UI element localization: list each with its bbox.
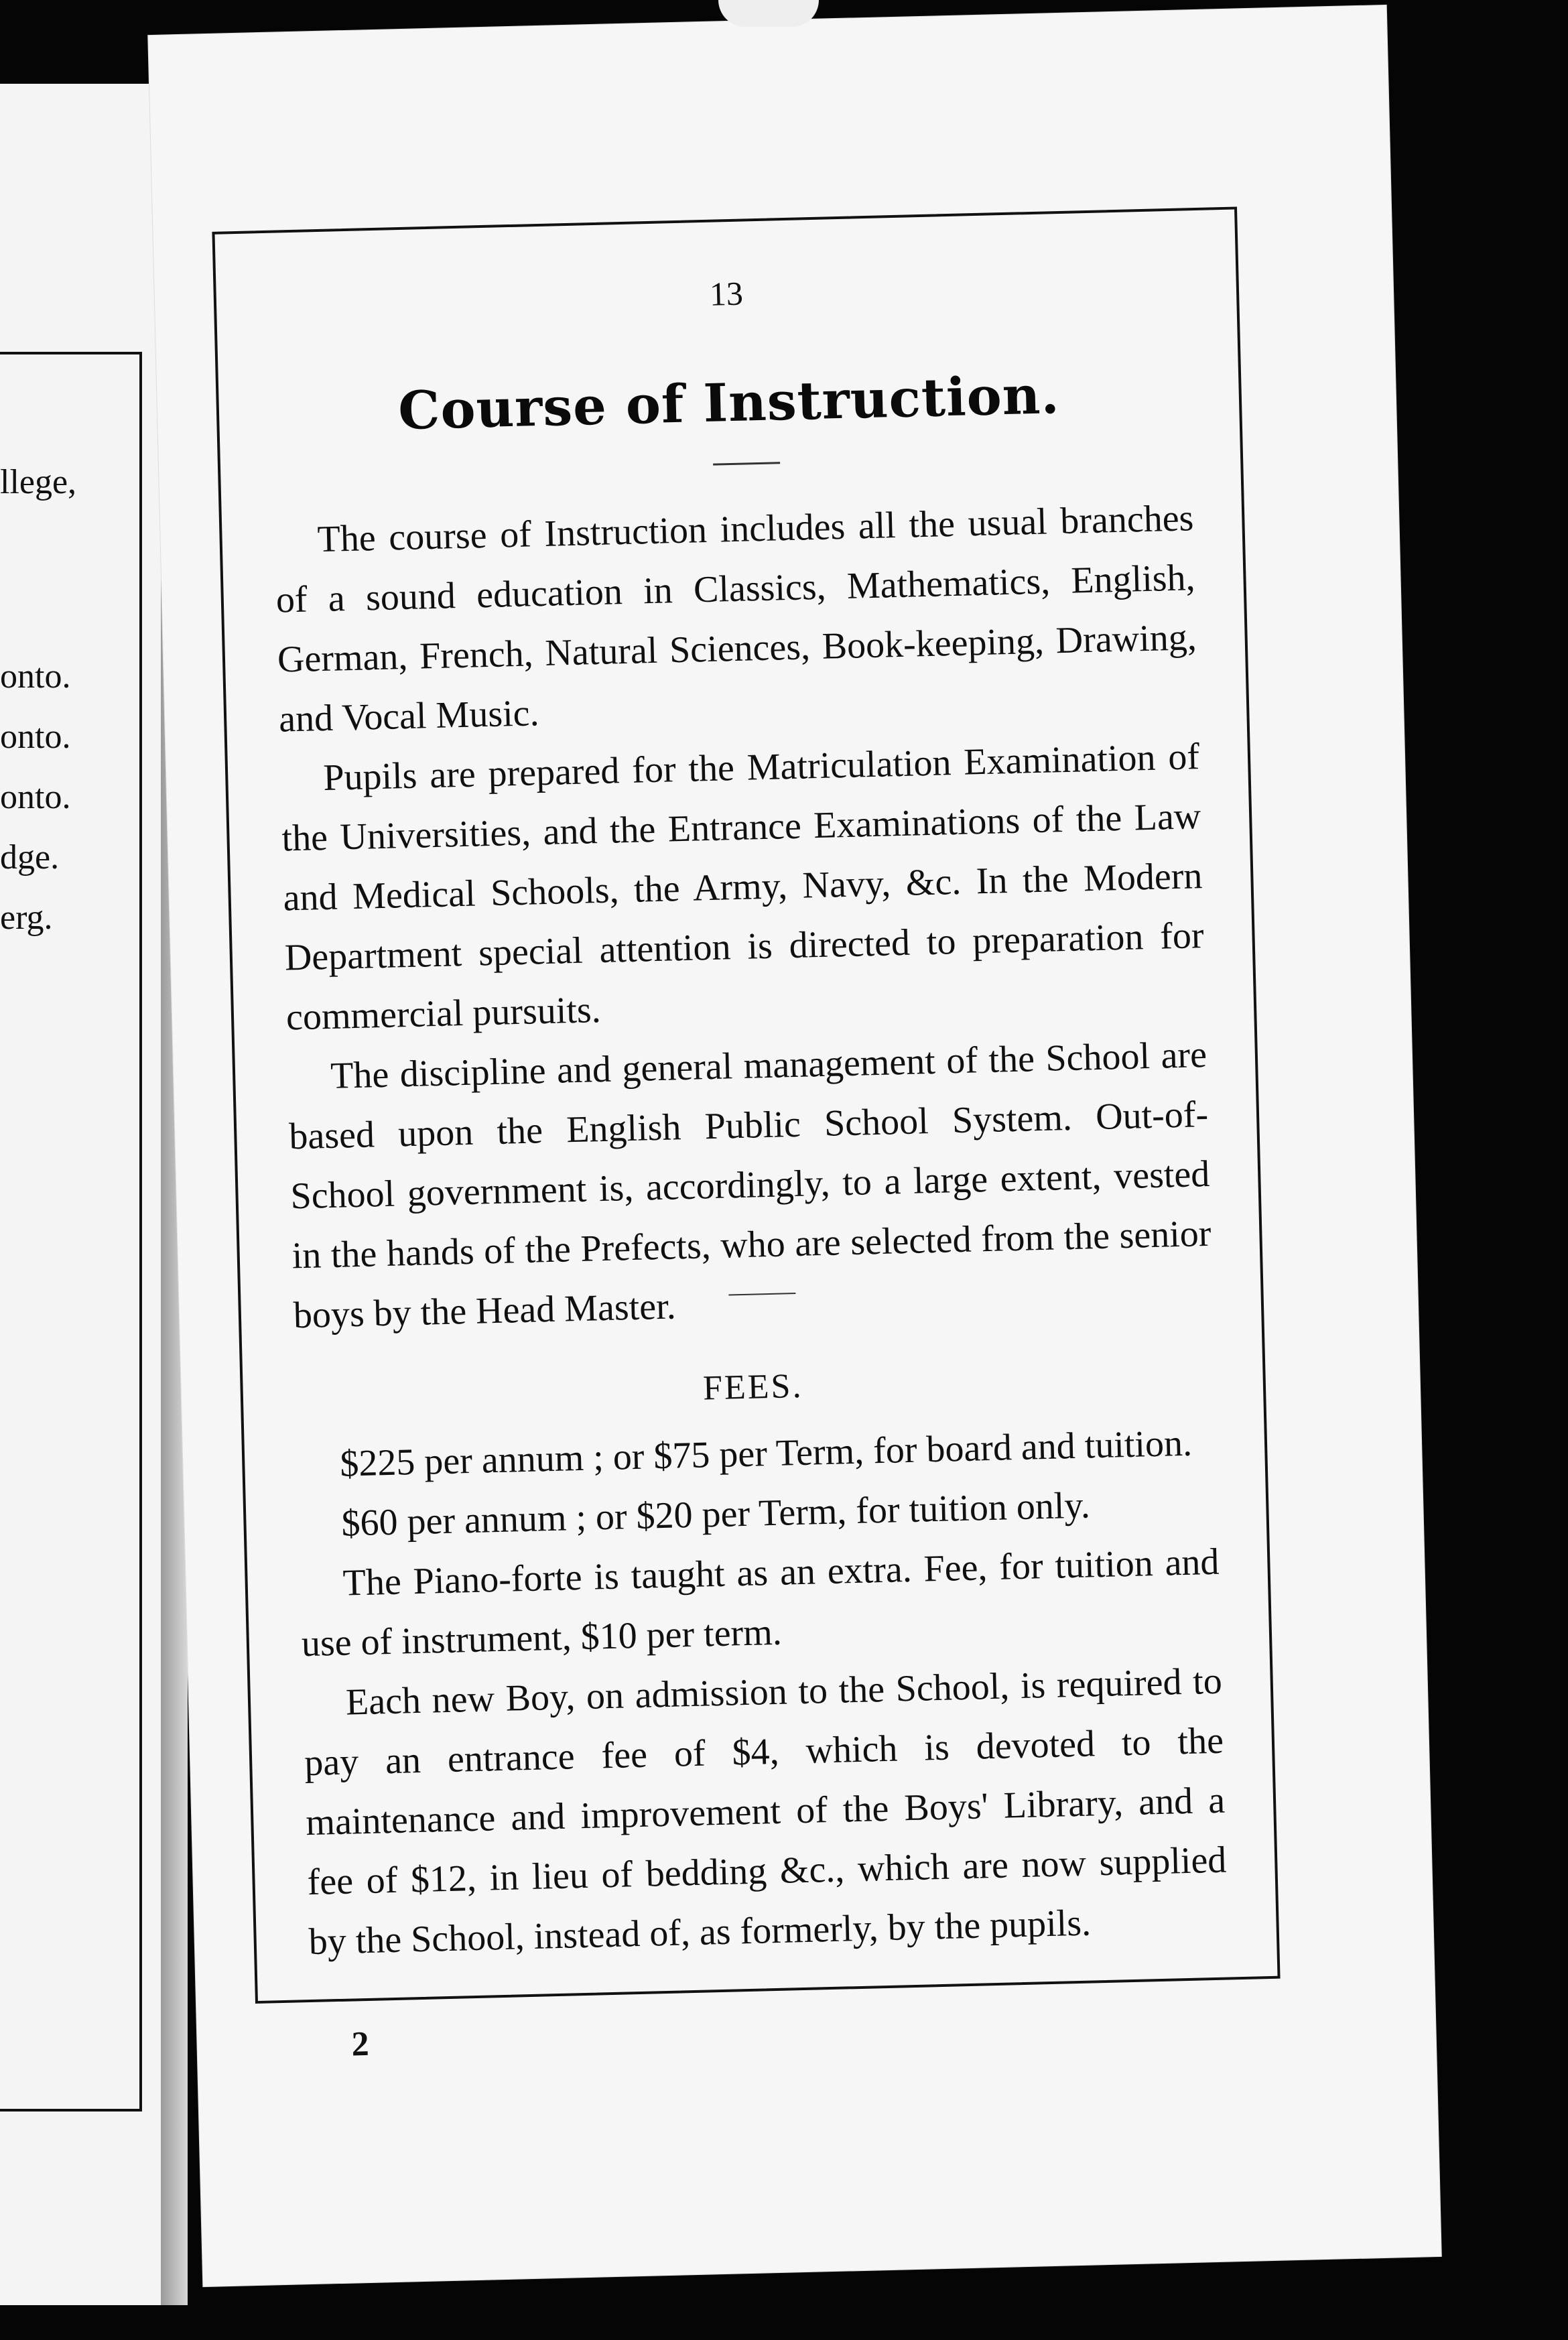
left-page-fragment: dge.: [0, 838, 60, 876]
left-page-fragment: onto.: [0, 778, 71, 816]
fees-paragraph: Each new Boy, on admission to the School, is required to pay an entrance fee of $4, which is devoted to the maintenance and improvement of the Boys' Library, and a fee of $12, in lieu of bedding &c., which are now supplied by the School, instead of, as formerly, by the pupils.: [304, 1660, 1227, 1963]
left-page-fragment: llege,: [0, 463, 77, 501]
fees-paragraph: $225 per annum ; or $75 per Term, for board and tuition.: [339, 1422, 1193, 1485]
left-page: [0, 84, 161, 2305]
left-page-fragment: onto.: [0, 657, 71, 696]
title-rule: [713, 462, 780, 465]
course-section: [274, 489, 1214, 1346]
main-page: [148, 5, 1441, 2286]
left-page-fragment: erg.: [0, 899, 53, 937]
page-number: 13: [709, 274, 744, 313]
left-page-fragment: onto.: [0, 718, 71, 756]
fees-paragraph: The Piano-forte is taught as an extra. Fee, for tuition and use of instrument, $10 per term.: [301, 1541, 1220, 1665]
page-title: Course of Instruction.: [397, 365, 1061, 442]
text-frame: [212, 206, 1280, 2004]
signature-mark: 2: [350, 2024, 370, 2064]
fees-paragraph: $60 per annum ; or $20 per Term, for tuition only.: [340, 1484, 1091, 1545]
fees-heading: FEES.: [702, 1366, 804, 1408]
course-paragraph: Pupils are prepared for the Matriculation Examination of the Universities, and the Entrance Examinations of the Law and Medical Schools, the Army, Navy, &c. In the Modern Department special attention is directed to preparation for commercial pursuits.: [281, 736, 1205, 1039]
course-paragraph: The discipline and general management of the School are based upon the English Public School System. Out-of-School government is, accordingly, to a large extent, vested in the hands of the Prefects, who are selected from the senior boys by the Head Master.: [288, 1033, 1212, 1337]
binding-hole: [718, 0, 819, 27]
left-page-frame: [0, 352, 142, 2111]
fees-section: [296, 1413, 1228, 1972]
course-paragraph: The course of Instruction includes all the usual branches of a sound education in Classics, Mathematics, English, German, French, Natural Sciences, Book-keeping, Drawing, and Vocal Music.: [275, 497, 1197, 740]
